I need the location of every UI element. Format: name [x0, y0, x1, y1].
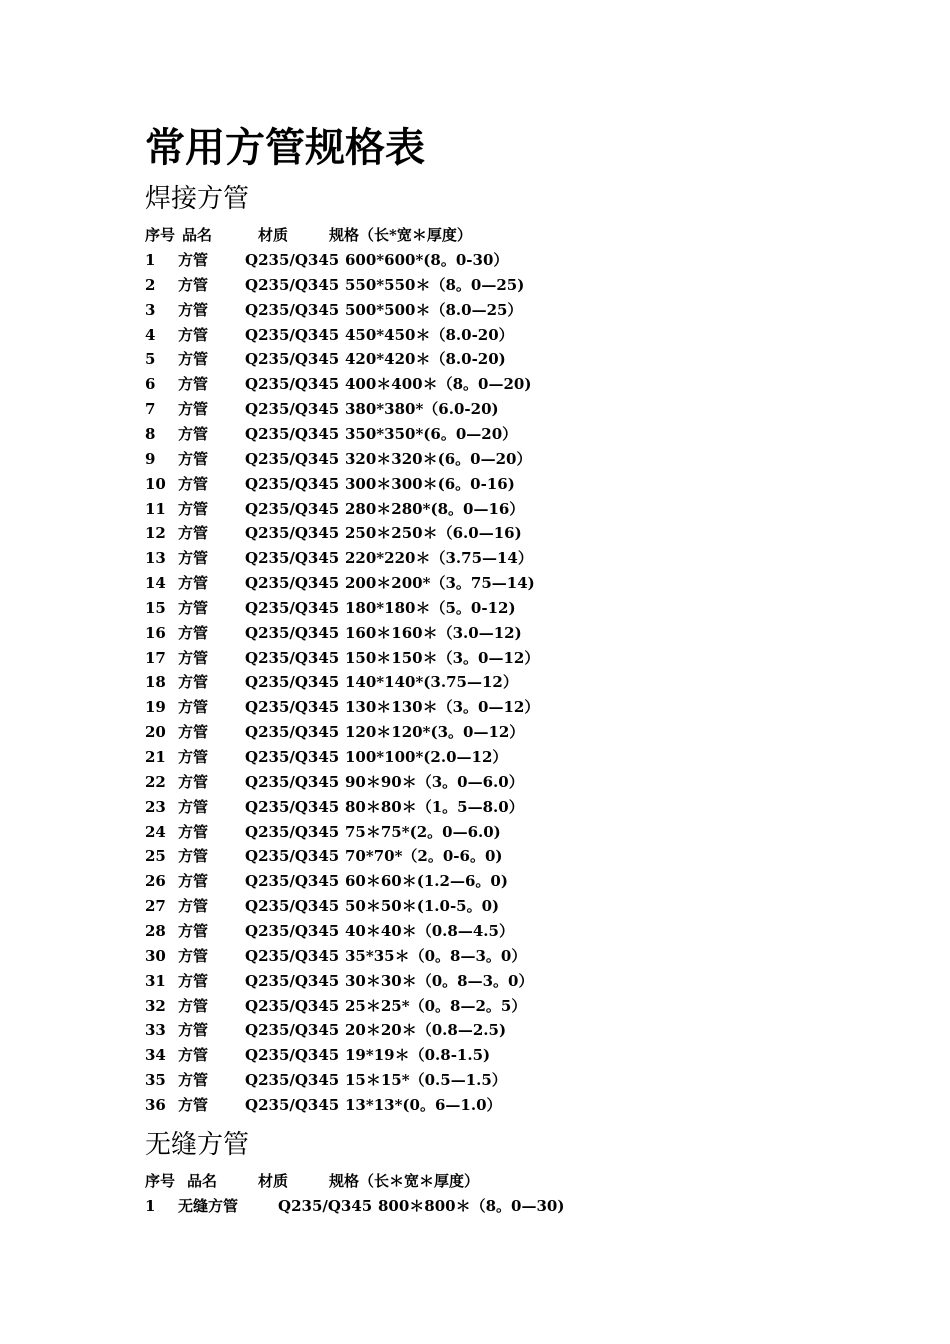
- table-row: [0, 1194, 950, 1219]
- row-name: 方管: [178, 1071, 209, 1090]
- table-row: [0, 323, 950, 348]
- row-material: Q235/Q345: [245, 424, 340, 443]
- row-name: 方管: [178, 1021, 209, 1040]
- row-no: 35: [145, 1071, 166, 1090]
- row-material: Q235/Q345: [245, 1095, 340, 1114]
- table-row: [0, 770, 950, 795]
- row-spec: 30＊30＊（0。8—3。0）: [345, 971, 534, 990]
- row-no: 36: [145, 1095, 166, 1114]
- row-no: 11: [145, 499, 166, 518]
- row-material: Q235/Q345: [245, 251, 340, 269]
- row-material: Q235/Q345: [245, 375, 340, 394]
- row-material: Q235/Q345: [245, 474, 340, 493]
- row-no: 23: [145, 797, 166, 816]
- row-material: Q235/Q345: [245, 872, 340, 891]
- row-spec: 60＊60＊(1.2—6。0): [345, 872, 508, 891]
- row-spec: 280＊280*(8。0—16）: [345, 499, 525, 518]
- row-name: 方管: [178, 449, 209, 468]
- row-material: Q235/Q345: [245, 921, 340, 940]
- welded-section-title: 焊接方管: [145, 184, 250, 214]
- row-spec: 13*13*(0。6—1.0）: [345, 1095, 502, 1114]
- table-row: [0, 646, 950, 671]
- row-material: Q235/Q345: [245, 971, 340, 990]
- row-name: 方管: [178, 499, 209, 518]
- row-material: Q235/Q345: [245, 524, 340, 543]
- row-name: 方管: [178, 996, 209, 1015]
- row-material: Q235/Q345: [245, 1046, 340, 1065]
- row-material: Q235/Q345: [245, 897, 340, 916]
- row-no: 28: [145, 921, 166, 940]
- row-spec: 250＊250＊（6.0—16): [345, 524, 522, 543]
- row-material: Q235/Q345: [245, 400, 340, 419]
- row-spec: 400＊400＊（8。0—20): [345, 375, 532, 394]
- row-no: 9: [145, 449, 156, 468]
- seamless-section-title: 无缝方管: [145, 1130, 250, 1160]
- row-material: Q235/Q345: [245, 698, 340, 717]
- row-no: 27: [145, 897, 166, 916]
- row-spec: 380*380*（6.0-20): [345, 400, 499, 419]
- row-material: Q235/Q345: [245, 275, 340, 294]
- table-row: [0, 372, 950, 397]
- row-name: 方管: [178, 623, 209, 642]
- row-no: 15: [145, 598, 166, 617]
- row-spec: 150＊150＊（3。0—12）: [345, 648, 540, 667]
- row-name: 方管: [178, 946, 209, 965]
- row-material: Q235/Q345: [245, 847, 340, 866]
- row-spec: 300＊300＊(6。0-16): [345, 474, 515, 493]
- row-spec: 90＊90＊（3。0—6.0）: [345, 772, 524, 791]
- row-spec: 420*420＊（8.0-20): [345, 350, 506, 369]
- row-no: 1: [145, 251, 156, 269]
- row-name: 方管: [178, 524, 209, 543]
- row-name: 方管: [178, 673, 209, 692]
- row-no: 16: [145, 623, 166, 642]
- row-name: 方管: [178, 971, 209, 990]
- table-row: [0, 994, 950, 1019]
- row-no: 32: [145, 996, 166, 1015]
- row-name: 方管: [178, 474, 209, 493]
- table-row: [0, 745, 950, 770]
- row-spec: 80＊80＊（1。5—8.0）: [345, 797, 524, 816]
- table-row: [0, 695, 950, 720]
- row-spec: 450*450＊（8.0-20）: [345, 325, 514, 344]
- row-spec: 140*140*(3.75—12）: [345, 673, 518, 692]
- table-row: [0, 1093, 950, 1118]
- row-spec: 35*35＊（0。8—3。0）: [345, 946, 527, 965]
- table-row: [0, 546, 950, 571]
- row-spec: 40＊40＊（0.8—4.5）: [345, 921, 514, 940]
- table-row: [0, 1043, 950, 1068]
- row-material: Q235/Q345: [245, 325, 340, 344]
- row-spec: 350*350*(6。0—20）: [345, 424, 518, 443]
- welded-table-header: [0, 223, 950, 248]
- row-material: Q235/Q345: [245, 748, 340, 766]
- table-row: [0, 273, 950, 298]
- row-no: 13: [145, 549, 166, 568]
- header-no: 序号: [145, 1172, 176, 1190]
- row-name: 方管: [178, 424, 209, 443]
- row-spec: 120＊120*(3。0—12）: [345, 723, 525, 742]
- row-no: 2: [145, 275, 156, 294]
- table-row: [0, 596, 950, 621]
- row-no: 5: [145, 350, 156, 369]
- row-no: 3: [145, 300, 156, 319]
- row-material: Q235/Q345: [245, 549, 340, 568]
- row-no: 7: [145, 400, 156, 419]
- row-no: 8: [145, 424, 156, 443]
- row-spec: 320＊320＊(6。0—20）: [345, 449, 532, 468]
- row-name: 无缝方管: [178, 1197, 239, 1215]
- table-row: [0, 1068, 950, 1093]
- header-material: 材质: [258, 226, 289, 244]
- row-name: 方管: [178, 300, 209, 319]
- row-no: 34: [145, 1046, 166, 1065]
- table-row: [0, 571, 950, 596]
- row-name: 方管: [178, 698, 209, 717]
- row-no: 21: [145, 748, 166, 766]
- table-row: [0, 795, 950, 820]
- table-row: [0, 298, 950, 323]
- row-no: 10: [145, 474, 166, 493]
- row-no: 31: [145, 971, 166, 990]
- row-name: 方管: [178, 797, 209, 816]
- table-row: [0, 472, 950, 497]
- row-material: Q235/Q345: [245, 723, 340, 742]
- row-no: 26: [145, 872, 166, 891]
- row-no: 24: [145, 822, 166, 841]
- row-name: 方管: [178, 549, 209, 568]
- row-material: Q235/Q345: [245, 648, 340, 667]
- row-name: 方管: [178, 375, 209, 394]
- row-spec: 220*220＊（3.75—14）: [345, 549, 533, 568]
- row-material: Q235/Q345: [245, 598, 340, 617]
- seamless-table-header: [0, 1169, 950, 1194]
- table-row: [0, 497, 950, 522]
- header-spec: 规格（长*宽＊厚度）: [329, 226, 472, 244]
- row-material: Q235/Q345: [245, 797, 340, 816]
- row-material: Q235/Q345: [245, 300, 340, 319]
- row-name: 方管: [178, 772, 209, 791]
- table-row: [0, 670, 950, 695]
- row-material: Q235/Q345: [278, 1197, 373, 1215]
- row-spec: 500*500＊（8.0—25）: [345, 300, 523, 319]
- header-material: 材质: [258, 1172, 289, 1190]
- row-name: 方管: [178, 400, 209, 419]
- row-spec: 50＊50＊(1.0-5。0): [345, 897, 500, 916]
- row-spec: 70*70*（2。0-6。0): [345, 847, 503, 866]
- row-spec: 19*19＊（0.8-1.5): [345, 1046, 491, 1065]
- row-no: 6: [145, 375, 156, 394]
- row-spec: 75＊75*(2。0—6.0): [345, 822, 501, 841]
- row-no: 17: [145, 648, 166, 667]
- row-name: 方管: [178, 847, 209, 866]
- row-material: Q235/Q345: [245, 350, 340, 369]
- row-material: Q235/Q345: [245, 772, 340, 791]
- row-material: Q235/Q345: [245, 996, 340, 1015]
- row-spec: 100*100*(2.0—12）: [345, 748, 508, 766]
- header-name: 品名: [187, 1172, 218, 1190]
- table-row: [0, 944, 950, 969]
- row-material: Q235/Q345: [245, 673, 340, 692]
- table-row: [0, 894, 950, 919]
- row-no: 20: [145, 723, 166, 742]
- row-material: Q235/Q345: [245, 1021, 340, 1040]
- table-row: [0, 397, 950, 422]
- row-name: 方管: [178, 251, 209, 269]
- row-spec: 160＊160＊（3.0—12): [345, 623, 522, 642]
- row-name: 方管: [178, 325, 209, 344]
- header-no: 序号: [145, 226, 176, 244]
- table-row: [0, 1018, 950, 1043]
- row-material: Q235/Q345: [245, 449, 340, 468]
- row-name: 方管: [178, 598, 209, 617]
- row-no: 19: [145, 698, 166, 717]
- row-no: 22: [145, 772, 166, 791]
- row-spec: 130＊130＊（3。0—12）: [345, 698, 540, 717]
- row-spec: 25＊25*（0。8—2。5）: [345, 996, 527, 1015]
- table-row: [0, 919, 950, 944]
- row-name: 方管: [178, 872, 209, 891]
- row-material: Q235/Q345: [245, 623, 340, 642]
- row-no: 12: [145, 524, 166, 543]
- row-material: Q235/Q345: [245, 1071, 340, 1090]
- row-name: 方管: [178, 1095, 209, 1114]
- row-spec: 20＊20＊（0.8—2.5): [345, 1021, 507, 1040]
- table-row: [0, 820, 950, 845]
- table-row: [0, 844, 950, 869]
- table-row: [0, 248, 950, 273]
- row-name: 方管: [178, 648, 209, 667]
- row-spec: 180*180＊（5。0-12): [345, 598, 516, 617]
- row-no: 30: [145, 946, 166, 965]
- row-spec: 200＊200*（3。75—14): [345, 574, 535, 593]
- row-no: 25: [145, 847, 166, 866]
- row-no: 18: [145, 673, 166, 692]
- table-row: [0, 447, 950, 472]
- table-row: [0, 969, 950, 994]
- row-name: 方管: [178, 748, 209, 766]
- row-spec: 800＊800＊（8。0—30): [378, 1197, 565, 1215]
- row-name: 方管: [178, 1046, 209, 1065]
- row-name: 方管: [178, 723, 209, 742]
- row-no: 33: [145, 1021, 166, 1040]
- row-name: 方管: [178, 921, 209, 940]
- table-row: [0, 347, 950, 372]
- row-spec: 600*600*(8。0-30）: [345, 251, 509, 269]
- row-material: Q235/Q345: [245, 822, 340, 841]
- table-row: [0, 521, 950, 546]
- row-material: Q235/Q345: [245, 499, 340, 518]
- header-spec: 规格（长＊宽＊厚度）: [329, 1172, 480, 1190]
- table-row: [0, 621, 950, 646]
- row-no: 4: [145, 325, 156, 344]
- row-no: 1: [145, 1197, 156, 1215]
- row-name: 方管: [178, 574, 209, 593]
- row-name: 方管: [178, 350, 209, 369]
- row-name: 方管: [178, 822, 209, 841]
- document-title: 常用方管规格表: [145, 124, 425, 171]
- row-name: 方管: [178, 897, 209, 916]
- row-no: 14: [145, 574, 166, 593]
- row-spec: 550*550＊（8。0—25): [345, 275, 525, 294]
- header-name: 品名: [182, 226, 213, 244]
- row-name: 方管: [178, 275, 209, 294]
- table-row: [0, 422, 950, 447]
- table-row: [0, 720, 950, 745]
- table-row: [0, 869, 950, 894]
- row-spec: 15＊15*（0.5—1.5）: [345, 1071, 507, 1090]
- row-material: Q235/Q345: [245, 574, 340, 593]
- row-material: Q235/Q345: [245, 946, 340, 965]
